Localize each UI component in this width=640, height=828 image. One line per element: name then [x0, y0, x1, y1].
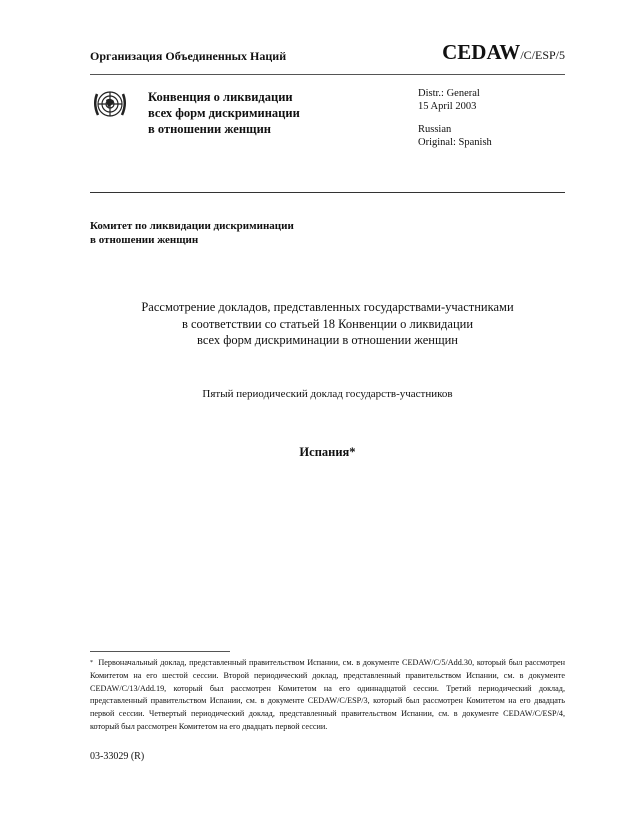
committee-line: в отношении женщин [90, 234, 199, 246]
symbol-main: CEDAW [442, 40, 521, 64]
distribution: Distr.: General [418, 88, 480, 99]
committee-line: Комитет по ликвидации дискриминации [90, 220, 294, 232]
committee-name [90, 219, 294, 247]
issue-date: 15 April 2003 [418, 100, 477, 112]
title-line: Рассмотрение докладов, представленных государствами-участниками [141, 300, 514, 314]
title-line: всех форм дискриминации в отношении женщин [197, 333, 458, 347]
organization-name: Организация Объединенных Наций [90, 49, 287, 63]
header-bottom-divider [90, 192, 565, 193]
language-info [418, 124, 492, 149]
un-emblem-icon [92, 86, 128, 122]
header-divider [90, 74, 565, 75]
document-number: 03-33029 (R) [90, 751, 145, 762]
convention-line: Конвенция о ликвидации [148, 90, 293, 104]
footnote [90, 657, 565, 734]
distribution-info [418, 88, 480, 113]
footnote-marker: * [90, 660, 93, 666]
original-language: Original: Spanish [418, 136, 492, 148]
convention-line: в отношении женщин [148, 122, 271, 136]
footnote-text: Первоначальный доклад, представленный правительством Испании, см. в документе CEDAW/C/5/Add.30, который был рассмотрен Комитетом на его шестой сессии. Второй периодический доклад, представленный правительством Испании, см. в документе CEDAW/C/13/Add.19, который был рассмотрен Комитетом на его одиннадцатой сессии. Третий периодический доклад, представленный правительством Испании, см. в документе CEDAW/C/ESP/3, который был рассмотрен Комитетом на его двадцать первой сессии. Четвертый периодический доклад, представленный правительством Испании, см. в документе CEDAW/C/ESP/4, который был рассмотрен Комитетом на его двадцать первой сессии. [90, 658, 565, 731]
language: Russian [418, 124, 452, 135]
country-heading: Испания* [299, 445, 356, 459]
footnote-divider [90, 651, 230, 652]
document-subtitle: Пятый периодический доклад государств-участников [202, 388, 453, 400]
symbol-suffix: /C/ESP/5 [520, 48, 565, 62]
title-line: в соответствии со статьей 18 Конвенции о ликвидации [181, 316, 474, 331]
document-symbol [442, 40, 565, 65]
document-title [90, 299, 565, 349]
convention-title [148, 89, 300, 137]
convention-line: всех форм дискриминации [148, 106, 300, 120]
